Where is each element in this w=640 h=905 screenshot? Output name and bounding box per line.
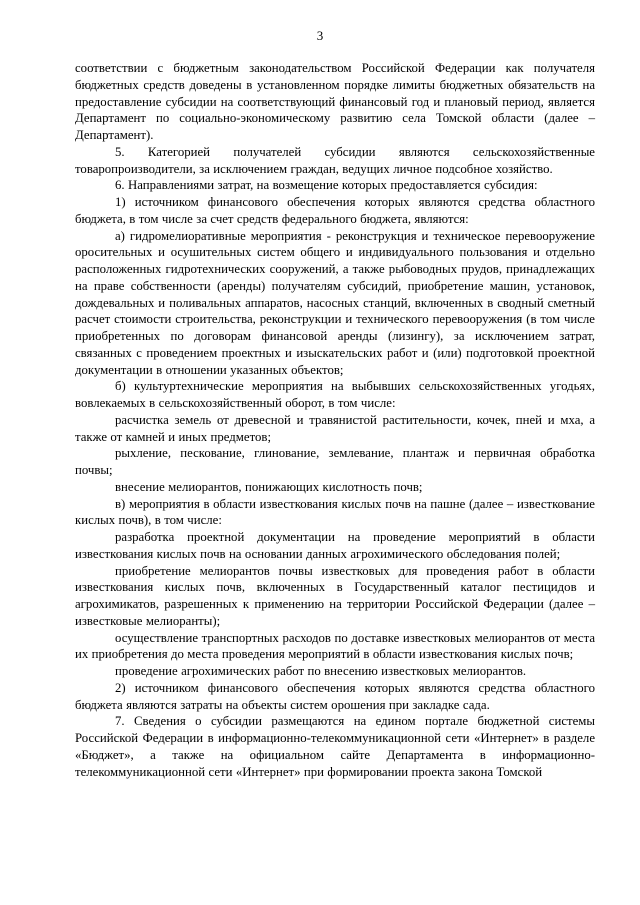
paragraph-item-6: 6. Направлениями затрат, на возмещение которых предоставляется субсидия: <box>115 178 538 193</box>
paragraph-continuation: соответствии с бюджетным законодательством Российской Федерации как получателя бюджетных средств доведены в установленном порядке лимиты бюджетных обязательств на предоставление субсидии на соответствующий финансовый год и плановый период, является Департамент по социально-экономическому развитию села Томской области (далее – Департамент). <box>75 61 595 142</box>
subitem-6-1-v-purchase: приобретение мелиорантов почвы известковых для проведения работ в области известкования кислых почв, включенных в Государственный каталог пестицидов и агрохимикатов, разрешенных к применению на территории Российской Федерации (далее – известковые мелиоранты); <box>75 563 595 628</box>
subitem-6-1-v-transport: осуществление транспортных расходов по доставке известковых мелиорантов от места их приобретения до места проведения мероприятий в области известкования кислых почв; <box>75 630 595 662</box>
subitem-6-2: 2) источником финансового обеспечения которых являются средства областного бюджета являются затраты на объекты систем орошения при закладке сада. <box>75 680 595 712</box>
paragraph-item-7: 7. Сведения о субсидии размещаются на едином портале бюджетной системы Российской Федерации в информационно-телекоммуникационной сети «Интернет» в разделе «Бюджет», а также на официальном сайте Департамента в информационно-телекоммуникационной сети «Интернет» при формировании проекта закона Томской <box>75 714 595 779</box>
subitem-6-1-b-loosening: рыхление, пескование, глинование, землевание, плантаж и первичная обработка почвы; <box>75 446 595 477</box>
subitem-6-1-v: в) мероприятия в области известкования кислых почв на пашне (далее – известкование кислых почв), в том числе: <box>75 496 595 528</box>
subitem-6-1-v-agrochemical: проведение агрохимических работ по внесению известковых мелиорантов. <box>115 664 527 678</box>
subitem-6-1-b-clearing: расчистка земель от древесной и травянистой растительности, кочек, пней и мха, а также от камней и иных предметов; <box>75 412 595 444</box>
document-body <box>75 60 595 780</box>
subitem-6-1-v-design: разработка проектной документации на проведение мероприятий в области известкования кислых почв на основании данных агрохимического обследования полей; <box>75 530 595 561</box>
subitem-6-1: 1) источником финансового обеспечения которых являются средства областного бюджета, в том числе за счет средств федерального бюджета, являются: <box>75 195 595 226</box>
subitem-6-1-b-ameliorants: внесение мелиорантов, понижающих кислотность почв; <box>115 479 423 494</box>
paragraph-item-5: 5. Категорией получателей субсидии являются сельскохозяйственные товаропроизводители, за исключением граждан, ведущих личное подсобное хозяйство. <box>75 144 595 176</box>
subitem-6-1-b: б) культуртехнические мероприятия на выбывших сельскохозяйственных угодьях, вовлекаемых в сельскохозяйственный оборот, в том числе: <box>75 379 595 410</box>
subitem-6-1-a: а) гидромелиоративные мероприятия - реконструкция и техническое перевооружение оросительных и осушительных систем общего и индивидуального пользования и отдельно расположенных гидротехнических сооружений, а также рыбоводных прудов, принадлежащих на праве собственности (аренды) получателям субсидий, приобретение машин, установок, дождевальных и поливальных аппаратов, насосных станций, включенных в сводный сметный расчет стоимости строительства, реконструкции и технического перевооружения (в том числе приобретенных по договорам финансовой аренды (лизингу), за исключением затрат, связанных с проведением проектных и изыскательских работ и (или) подготовкой проектной документации в отношении указанных объектов; <box>75 228 595 377</box>
page-number: 3 <box>316 28 324 43</box>
